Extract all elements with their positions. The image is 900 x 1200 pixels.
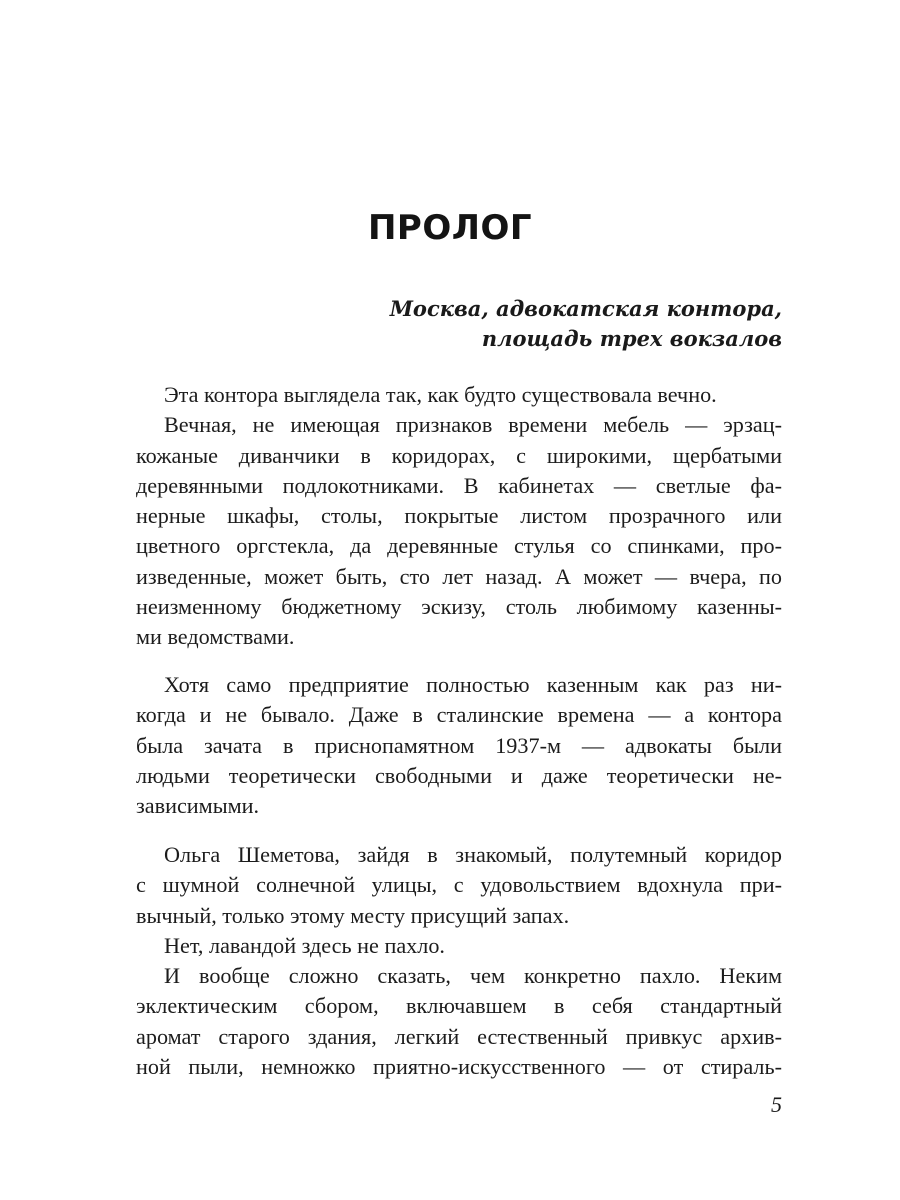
text-line: изведенные, может быть, сто лет назад. А может — вчера, по xyxy=(136,563,782,589)
text-line: Ольга Шеметова, зайдя в знакомый, полутемный коридор xyxy=(164,842,782,867)
epigraph-line: площадь трех вокзалов xyxy=(481,326,782,351)
text-line: И вообще сложно сказать, чем конкретно пахло. Неким xyxy=(164,963,782,989)
text-line: цветного оргстекла, да деревянные стулья со спинками, про- xyxy=(136,533,782,559)
paragraph-block-3 xyxy=(136,840,782,1082)
text-line: эклектическим сбором, включавшем в себя стандартный xyxy=(136,993,782,1019)
text-line: вычный, только этому месту присущий запах. xyxy=(136,902,570,928)
text-line: ной пыли, немножко приятно-искусственного — от стираль- xyxy=(136,1054,782,1080)
text-line: нерные шкафы, столы, покрытые листом прозрачного или xyxy=(136,503,782,529)
text-line: людьми теоретически свободными и даже теоретически не- xyxy=(136,762,782,788)
text-line: была зачата в приснопамятном 1937-м — адвокаты были xyxy=(136,732,782,758)
text-line: аромат старого здания, легкий естественный привкус архив- xyxy=(136,1023,782,1049)
text-line: кожаные диванчики в коридорах, с широкими, щербатыми xyxy=(136,442,782,468)
paragraph-block-2 xyxy=(136,670,782,821)
paragraph-block-1 xyxy=(136,380,782,653)
text-line: ми ведомствами. xyxy=(136,624,295,650)
page-number: 5 xyxy=(771,1092,782,1117)
text-line: деревянными подлокотниками. В кабинетах — светлые фа- xyxy=(136,472,782,498)
text-line: Вечная, не имеющая признаков времени мебель — эрзац- xyxy=(164,412,782,438)
text-line: Нет, лавандой здесь не пахло. xyxy=(164,932,445,958)
text-line: с шумной солнечной улицы, с удовольствием вдохнула при- xyxy=(136,872,782,898)
epigraph xyxy=(390,294,782,354)
text-line: когда и не бывало. Даже в сталинские времена — а контора xyxy=(136,702,782,728)
text-line: неизменному бюджетному эскизу, столь любимому казенны- xyxy=(136,594,782,620)
text-line: Эта контора выглядела так, как будто существовала вечно. xyxy=(164,382,717,407)
text-line: зависимыми. xyxy=(136,793,260,819)
chapter-title: ПРОЛОГ xyxy=(367,208,533,248)
text-line: Хотя само предприятие полностью казенным как раз ни- xyxy=(164,672,782,697)
epigraph-line: Москва, адвокатская контора, xyxy=(389,296,782,321)
